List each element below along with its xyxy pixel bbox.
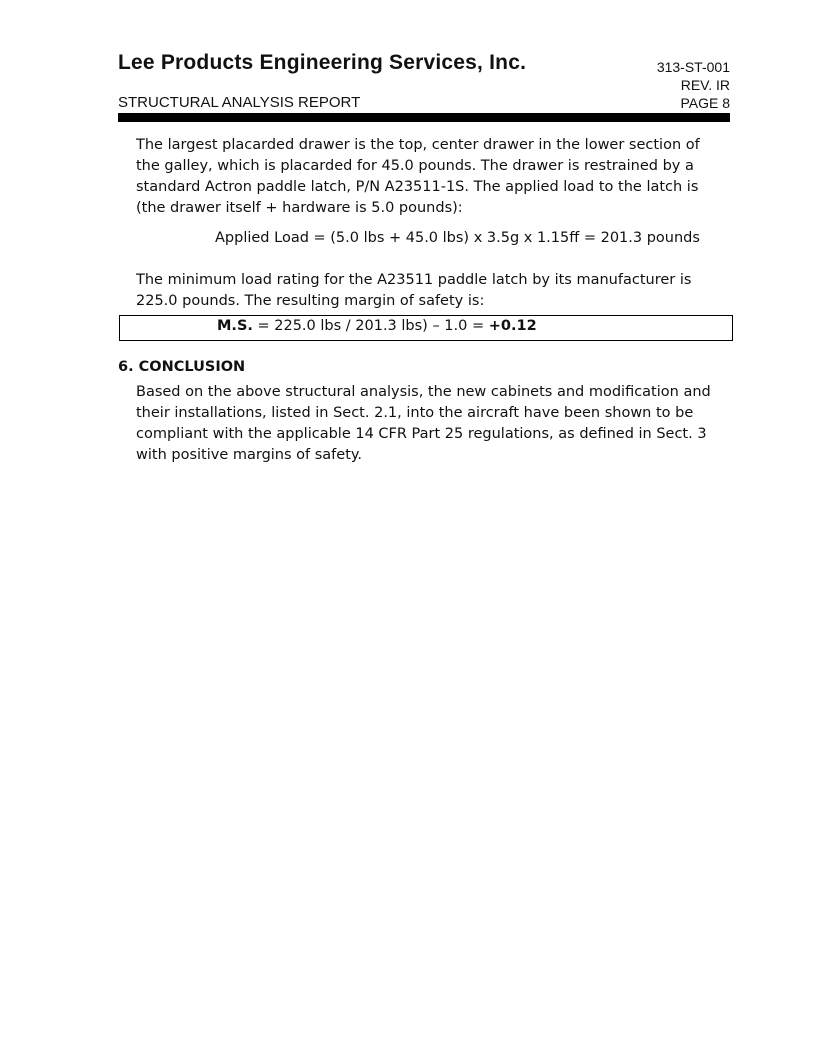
ms-value: +0.12 — [488, 318, 537, 334]
page-number: PAGE 8 — [680, 95, 730, 111]
paragraph-latch-load — [136, 135, 756, 219]
text-line: (the drawer itself + hardware is 5.0 pounds): — [136, 200, 463, 216]
section-heading-conclusion: 6. CONCLUSION — [118, 359, 246, 375]
text-line: The minimum load rating for the A23511 paddle latch by its manufacturer is — [136, 272, 692, 288]
report-title: STRUCTURAL ANALYSIS REPORT — [118, 94, 361, 111]
margin-of-safety-box — [119, 315, 733, 341]
document-meta — [657, 58, 730, 112]
applied-load-formula: Applied Load = (5.0 lbs + 45.0 lbs) x 3.5g x 1.15ff = 201.3 pounds — [215, 230, 700, 246]
ms-expression: = 225.0 lbs / 201.3 lbs) – 1.0 = — [252, 318, 489, 334]
text-line: standard Actron paddle latch, P/N A23511-1S. The applied load to the latch is — [136, 179, 699, 195]
text-line: their installations, listed in Sect. 2.1, into the aircraft have been shown to be — [136, 405, 694, 421]
ms-label: M.S. — [217, 318, 253, 334]
text-line: The largest placarded drawer is the top, center drawer in the lower section of — [136, 137, 700, 153]
revision: REV. IR — [680, 77, 730, 93]
text-line: compliant with the applicable 14 CFR Part 25 regulations, as defined in Sect. 3 — [136, 426, 707, 442]
header-rule — [118, 113, 730, 122]
company-name: Lee Products Engineering Services, Inc. — [118, 51, 527, 74]
text-line: 225.0 pounds. The resulting margin of safety is: — [136, 293, 485, 309]
doc-number: 313-ST-001 — [656, 59, 730, 75]
text-line: Based on the above structural analysis, the new cabinets and modification and — [136, 384, 711, 400]
text-line: the galley, which is placarded for 45.0 pounds. The drawer is restrained by a — [136, 158, 694, 174]
paragraph-conclusion — [136, 382, 756, 466]
text-line: with positive margins of safety. — [136, 447, 363, 463]
paragraph-rating — [136, 270, 756, 312]
